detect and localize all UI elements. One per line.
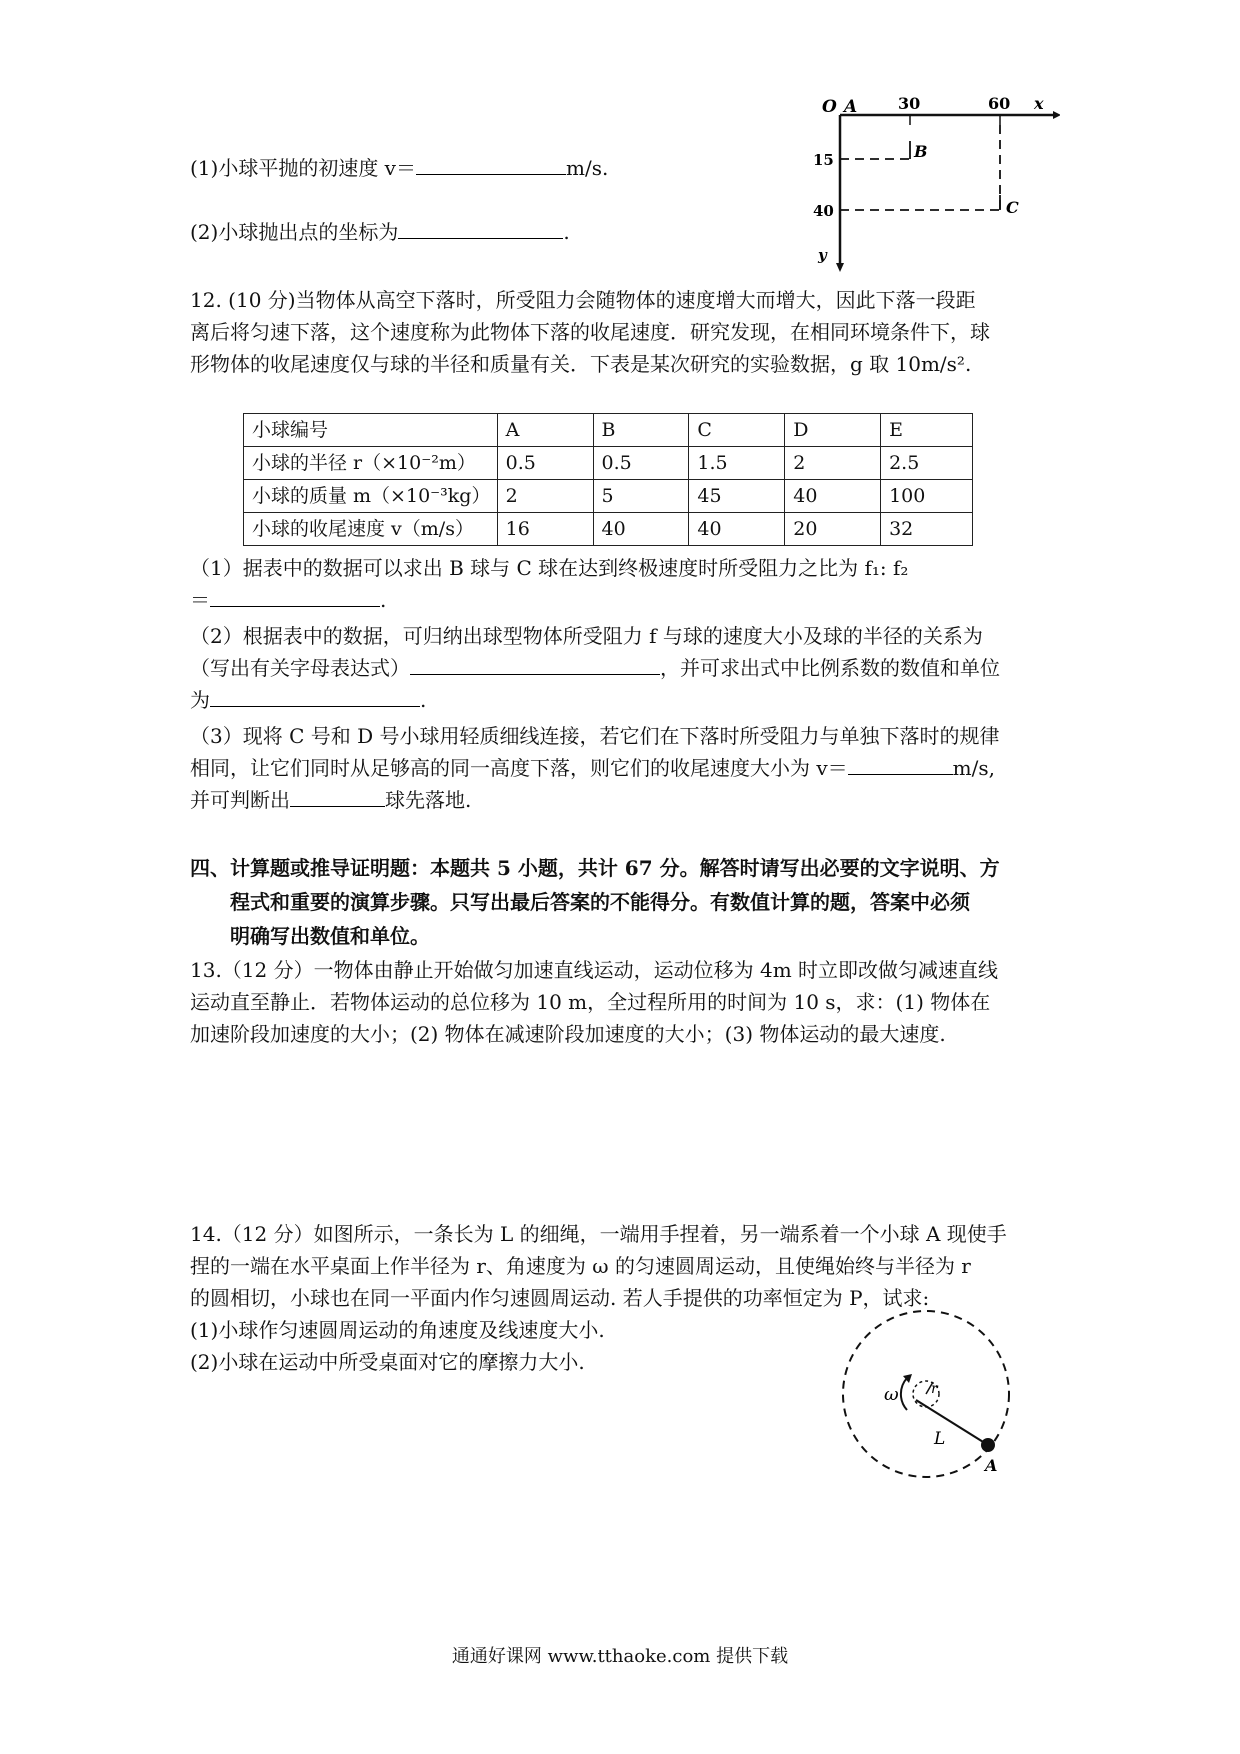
q14-circular-motion-figure — [836, 1296, 1016, 1492]
q14-line-2: 捏的一端在水平桌面上作半径为 r、角速度为 ω 的匀速圆周运动，且使绳始终与半径为 r — [190, 1254, 971, 1278]
table-row — [244, 513, 973, 546]
table-cell: 40 — [593, 513, 689, 546]
y-tick-40: 40 — [813, 202, 834, 220]
origin-label: O — [822, 97, 837, 117]
point-a-label: A — [844, 97, 858, 117]
table-cell: 小球编号 — [244, 414, 498, 447]
table-cell: 2 — [497, 480, 593, 513]
table-cell: 小球的半径 r（×10⁻²m） — [244, 447, 498, 480]
table-cell: B — [593, 414, 689, 447]
table-cell: 小球的收尾速度 v（m/s） — [244, 513, 498, 546]
x-tick-60: 60 — [988, 95, 1011, 113]
table-cell: 45 — [689, 480, 785, 513]
q12-sub3-line-3: 并可判断出 球先落地. — [190, 788, 472, 812]
q12-data-table — [243, 413, 973, 546]
table-cell: 0.5 — [593, 447, 689, 480]
q12-sub2-line-3: 为 . — [190, 688, 427, 712]
table-row — [244, 447, 973, 480]
section4-heading-line-1: 四、计算题或推导证明题：本题共 5 小题，共计 67 分。解答时请写出必要的文字说明、方 — [190, 856, 1000, 880]
q12-sub2-line-1: （2）根据表中的数据，可归纳出球型物体所受阻力 f 与球的速度大小及球的半径的关系为 — [190, 624, 983, 648]
answer-blank — [398, 218, 563, 239]
point-c-label: C — [1006, 198, 1019, 217]
q12-sub2-line-2: （写出有关字母表达式） ，并可求出式中比例系数的数值和单位 — [190, 656, 1000, 680]
x-tick-30: 30 — [898, 95, 921, 113]
length-L-label: L — [934, 1429, 946, 1449]
answer-blank — [210, 586, 380, 607]
q12-sub3-line-1: （3）现将 C 号和 D 号小球用轻质细线连接，若它们在下落时所受阻力与单独下落时的规律 — [190, 724, 1000, 748]
point-b-label: B — [914, 142, 928, 161]
table-cell: 小球的质量 m（×10⁻³kg） — [244, 480, 498, 513]
q11-part1: (1)小球平抛的初速度 v＝ m/s. — [190, 156, 609, 180]
q13-line-3: 加速阶段加速度的大小；(2) 物体在减速阶段加速度的大小；(3) 物体运动的最大速度. — [190, 1022, 946, 1046]
table-row — [244, 480, 973, 513]
answer-blank — [290, 786, 385, 807]
radius-r-label: r — [931, 1381, 938, 1397]
table-cell: 40 — [689, 513, 785, 546]
table-cell: E — [881, 414, 973, 447]
table-cell: 40 — [785, 480, 881, 513]
table-cell: 0.5 — [497, 447, 593, 480]
table-cell: 32 — [881, 513, 973, 546]
q14-line-3: 的圆相切，小球也在同一平面内作匀速圆周运动. 若人手提供的功率恒定为 P，试求: — [190, 1286, 930, 1310]
q11-coordinate-figure — [810, 95, 1060, 275]
y-axis-label: y — [818, 246, 827, 264]
section4-heading-line-2: 程式和重要的演算步骤。只写出最后答案的不能得分。有数值计算的题，答案中必须 — [230, 890, 970, 914]
table-row — [244, 414, 973, 447]
y-tick-15: 15 — [813, 151, 834, 169]
x-axis-label: x — [1034, 95, 1044, 113]
q12-sub1-line-1: （1）据表中的数据可以求出 B 球与 C 球在达到终极速度时所受阻力之比为 f₁: f₂ — [190, 556, 909, 580]
table-cell: 100 — [881, 480, 973, 513]
q14-sub1: (1)小球作匀速圆周运动的角速度及线速度大小. — [190, 1318, 605, 1342]
table-cell: C — [689, 414, 785, 447]
omega-label: ω — [884, 1384, 899, 1405]
q12-intro-line-1: 12. (10 分)当物体从高空下落时，所受阻力会随物体的速度增大而增大，因此下落一段距 — [190, 288, 976, 312]
section4-heading-line-3: 明确写出数值和单位。 — [230, 924, 430, 948]
table-cell: 5 — [593, 480, 689, 513]
q12-intro-line-2: 离后将匀速下落，这个速度称为此物体下落的收尾速度．研究发现，在相同环境条件下，球 — [190, 320, 990, 344]
q13-line-1: 13.（12 分）一物体由静止开始做匀加速直线运动，运动位移为 4m 时立即改做匀减速直线 — [190, 958, 999, 982]
table-cell: 20 — [785, 513, 881, 546]
string-L-line — [916, 1400, 988, 1445]
q14-line-1: 14.（12 分）如图所示，一条长为 L 的细绳，一端用手捏着，另一端系着一个小球 A 现使手 — [190, 1222, 1007, 1246]
q14-sub2: (2)小球在运动中所受桌面对它的摩擦力大小. — [190, 1350, 585, 1374]
answer-blank — [210, 686, 420, 707]
answer-blank — [848, 754, 953, 775]
ball-a — [981, 1438, 995, 1452]
q12-sub3-line-2: 相同，让它们同时从足够高的同一高度下落，则它们的收尾速度大小为 v＝ m/s, — [190, 756, 995, 780]
answer-blank — [416, 154, 566, 175]
table-cell: A — [497, 414, 593, 447]
q12-intro-line-3: 形物体的收尾速度仅与球的半径和质量有关．下表是某次研究的实验数据，g 取 10m/s². — [190, 352, 972, 376]
table-cell: 1.5 — [689, 447, 785, 480]
q13-line-2: 运动直至静止．若物体运动的总位移为 10 m，全过程所用的时间为 10 s，求：(1) 物体在 — [190, 990, 991, 1014]
answer-blank — [410, 654, 660, 675]
ball-a-label: A — [985, 1456, 998, 1475]
table-cell: 2 — [785, 447, 881, 480]
q12-sub1-line-2: ＝ . — [190, 588, 387, 612]
q11-part2: (2)小球抛出点的坐标为 . — [190, 220, 570, 244]
table-cell: 16 — [497, 513, 593, 546]
table-cell: 2.5 — [881, 447, 973, 480]
page-footer: 通通好课网 www.tthaoke.com 提供下载 — [451, 1646, 789, 1667]
table-cell: D — [785, 414, 881, 447]
